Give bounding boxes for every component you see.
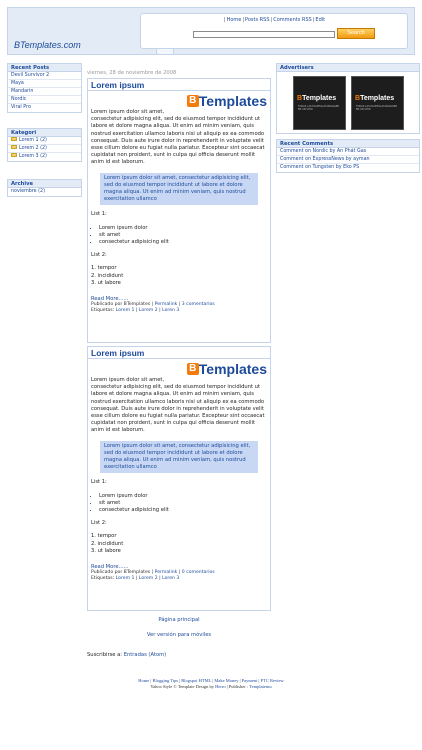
permalink-link[interactable]: Permalink [154,570,178,576]
folder-icon [11,145,17,149]
ad-subtitle: TODAS LAS PLANTILLAS BLOGGER EN UN SITIO [298,105,340,111]
recent-post-link[interactable]: Devil Survivor 2 [8,72,81,80]
list-item: • Lorem ipsum dolor [99,225,267,232]
recent-posts-title: Recent Posts [8,64,81,72]
ad-logo-b: B [355,95,361,102]
publisher-label: Publisher : [228,684,249,689]
bullet-list [99,225,267,247]
main-page-link[interactable]: Página principal [158,617,200,623]
mobile-version-link[interactable]: Ver versión para móviles [146,632,212,638]
recent-post-link[interactable]: Mandarin [8,88,81,96]
footer-link[interactable]: Home [138,678,150,683]
list-item: 2. incididunt [91,540,124,547]
logo-text: Templates [198,361,267,377]
logo-b-icon: B [187,95,199,107]
post-body-line1: Lorem ipsum dolor sit amet, [91,377,165,383]
ad-logo-b: B [297,95,303,102]
post [87,78,271,343]
subscribe-label: Suscribirse a: [87,652,123,658]
post-title[interactable]: Lorem ipsum [88,347,270,359]
permalink-link[interactable]: Permalink [154,302,178,308]
tag-link[interactable]: Lorem 1 [115,576,135,582]
designer-link[interactable]: Herro [215,684,226,689]
footer-link[interactable]: PTC Review [260,678,284,683]
list2-label: List 2: [91,520,107,527]
ad-banner[interactable] [351,76,404,130]
blog-title[interactable]: BTemplates.com [14,40,81,50]
tag-link[interactable]: Lorem 2 [138,576,158,582]
top-nav: |Home|Posts RSS|Comments RSS|Edit [223,17,326,23]
footer-link[interactable]: Payment [241,678,258,683]
list1-label: List 1: [91,211,107,218]
logo-b-icon: B [187,363,199,375]
post-meta: Publicado por BTemplates | Permalink | 0 comentarios [91,570,215,576]
list-item: 2. incididunt [91,272,124,279]
header-tab [156,49,174,55]
footer-link[interactable]: Blogging Tips [152,678,179,683]
archive-link[interactable]: noviembre (2) [11,189,45,194]
post-body-line1: Lorem ipsum dolor sit amet, [91,109,165,115]
footer-link[interactable]: Make Money [214,678,239,683]
list-item: • sit amet [99,500,267,507]
footer [0,678,422,690]
tags-label: Etiquetas: [91,308,115,314]
footer-links: Home | Blogging Tips | Blogspot HTML | Make Money | Payment | PTC Review [138,678,284,683]
archive-title: Archive [8,180,81,188]
published-by: Publicado por BTemplates | [91,570,154,576]
list-item: 3. ut labore [91,547,121,554]
post-title[interactable]: Lorem ipsum [88,79,270,91]
search-input[interactable] [193,31,335,38]
recent-comments-title: Recent Comments [277,140,419,148]
top-panel [140,13,408,49]
search-button[interactable]: Search [337,28,375,39]
publisher-link[interactable]: Templatemu [249,684,272,689]
numbered-list [91,265,267,287]
numbered-list [91,533,267,555]
list1-label: List 1: [91,479,107,486]
list-item: • sit amet [99,232,267,239]
list-item: • consectetur adipisicing elit [99,507,267,514]
footer-credits: Yahoo Style © Template Design by Herro | Publisher : Templatemu [150,684,272,689]
recent-post-link[interactable]: Viral Pro [11,105,31,110]
read-more-link[interactable]: Read More...... [91,564,129,571]
tag-link[interactable]: Lorem 1 [115,308,135,314]
ad-banner[interactable] [293,76,346,130]
list-item: 1. tempor [91,533,117,540]
recent-comment-link[interactable]: Comment on ExpressNews by ayman [277,156,419,164]
list-item: 1. tempor [91,265,117,272]
advertisers-box [276,63,420,134]
category-label: Lorem 2 (2) [19,146,47,151]
ad-logo-text: Templates [302,95,337,102]
btemplates-logo [91,361,267,377]
post-tags: Etiquetas: Lorem 1 | Lorem 2 | Loren 3 [91,576,180,582]
recent-comment-link[interactable]: Comment on Tungsten by Eko PS [280,165,360,170]
nav-home-link[interactable]: Home [226,17,242,23]
list2-label: List 2: [91,252,107,259]
nav-comments-rss-link[interactable]: Comments RSS [273,17,312,23]
post-body: consectetur adipisicing elit, sed do eiusmod tempor incididunt ut labore et dolore magna aliqua. Ut enim ad minim veniam, quis nostrud exercitation ullamco laboris nisi ut aliquip ex ea commodo consequat. Duis aute irure dolor in reprehenderit in voluptate velit esse cillum dolore eu fugiat nulla pariatur. Excepteur sint occaecat cupidatat non proident, sunt in culpa qui officia deserunt mollit anim id est laborum. [91,384,265,434]
nav-edit-link[interactable]: Edit [315,17,326,23]
tag-link[interactable]: Loren 3 [162,576,180,582]
recent-comments-box [276,139,420,173]
nav-posts-rss-link[interactable]: Posts RSS [245,17,270,23]
footer-credit-text: Yahoo Style © Template Design by [150,684,215,689]
post-body: consectetur adipisicing elit, sed do eiusmod tempor incididunt ut labore et dolore magna aliqua. Ut enim ad minim veniam, quis nostrud exercitation ullamco laboris nisi ut aliquip ex ea commodo consequat. Duis aute irure dolor in reprehenderit in voluptate velit esse cillum dolore eu fugiat nulla pariatur. Excepteur sint occaecat cupidatat non proident, sunt in culpa qui officia deserunt mollit anim id est laborum. [91,116,265,166]
footer-link[interactable]: Blogspot HTML [181,678,212,683]
comments-link[interactable]: 0 comentarios [181,570,215,576]
category-link[interactable] [8,137,81,145]
tag-link[interactable]: Loren 3 [162,308,180,314]
read-more-link[interactable]: Read More...... [91,296,129,303]
ad-subtitle: TODAS LAS PLANTILLAS BLOGGER EN UN SITIO [356,105,398,111]
tag-link[interactable]: Lorem 2 [138,308,158,314]
folder-icon [11,137,17,141]
btemplates-logo [91,93,267,109]
recent-posts-box [7,63,82,113]
subscribe-line [87,652,166,658]
recent-post-link[interactable]: Maya [8,80,81,88]
list-item: • Lorem ipsum dolor [99,493,267,500]
bullet-list [99,493,267,515]
folder-icon [11,153,17,157]
post-blockquote: Lorem ipsum dolor sit amet, consectetur adipisicing elit, sed do eiusmod tempor incididunt ut labore et dolore magna aliqua. Ut enim ad minim veniam, quis nostrud exercitation ullamco [100,441,258,474]
date-header: viernes, 28 de noviembre de 2008 [87,70,177,76]
categories-box [7,128,82,162]
published-by: Publicado por BTemplates | [91,302,154,308]
archive-box [7,179,82,197]
category-link[interactable] [8,153,81,161]
advertisers-title: Advertisers [277,64,419,72]
categories-title: Kategori [8,129,81,137]
comments-link[interactable]: 3 comentarios [181,302,215,308]
recent-comment-link[interactable]: Comment on Nordic by An Phát Gas [277,148,419,156]
list-item: 3. ut labore [91,279,121,286]
post-meta: Publicado por BTemplates | Permalink | 3 comentarios [91,302,215,308]
post [87,346,271,611]
post-blockquote: Lorem ipsum dolor sit amet, consectetur adipisicing elit, sed do eiusmod tempor incididunt ut labore et dolore magna aliqua. Ut enim ad minim veniam, quis nostrud exercitation ullamco [100,173,258,206]
list-item: • consectetur adipisicing elit [99,239,267,246]
header [7,7,415,55]
tags-label: Etiquetas: [91,576,115,582]
recent-post-link[interactable]: Nordic [8,96,81,104]
ad-logo-text: Templates [360,95,395,102]
category-label: Lorem 1 (2) [19,138,47,143]
logo-text: Templates [198,93,267,109]
category-link[interactable] [8,145,81,153]
category-label: Lorem 3 (2) [19,154,47,159]
post-tags: Etiquetas: Lorem 1 | Lorem 2 | Loren 3 [91,308,180,314]
atom-feed-link[interactable]: Entradas (Atom) [123,652,167,658]
